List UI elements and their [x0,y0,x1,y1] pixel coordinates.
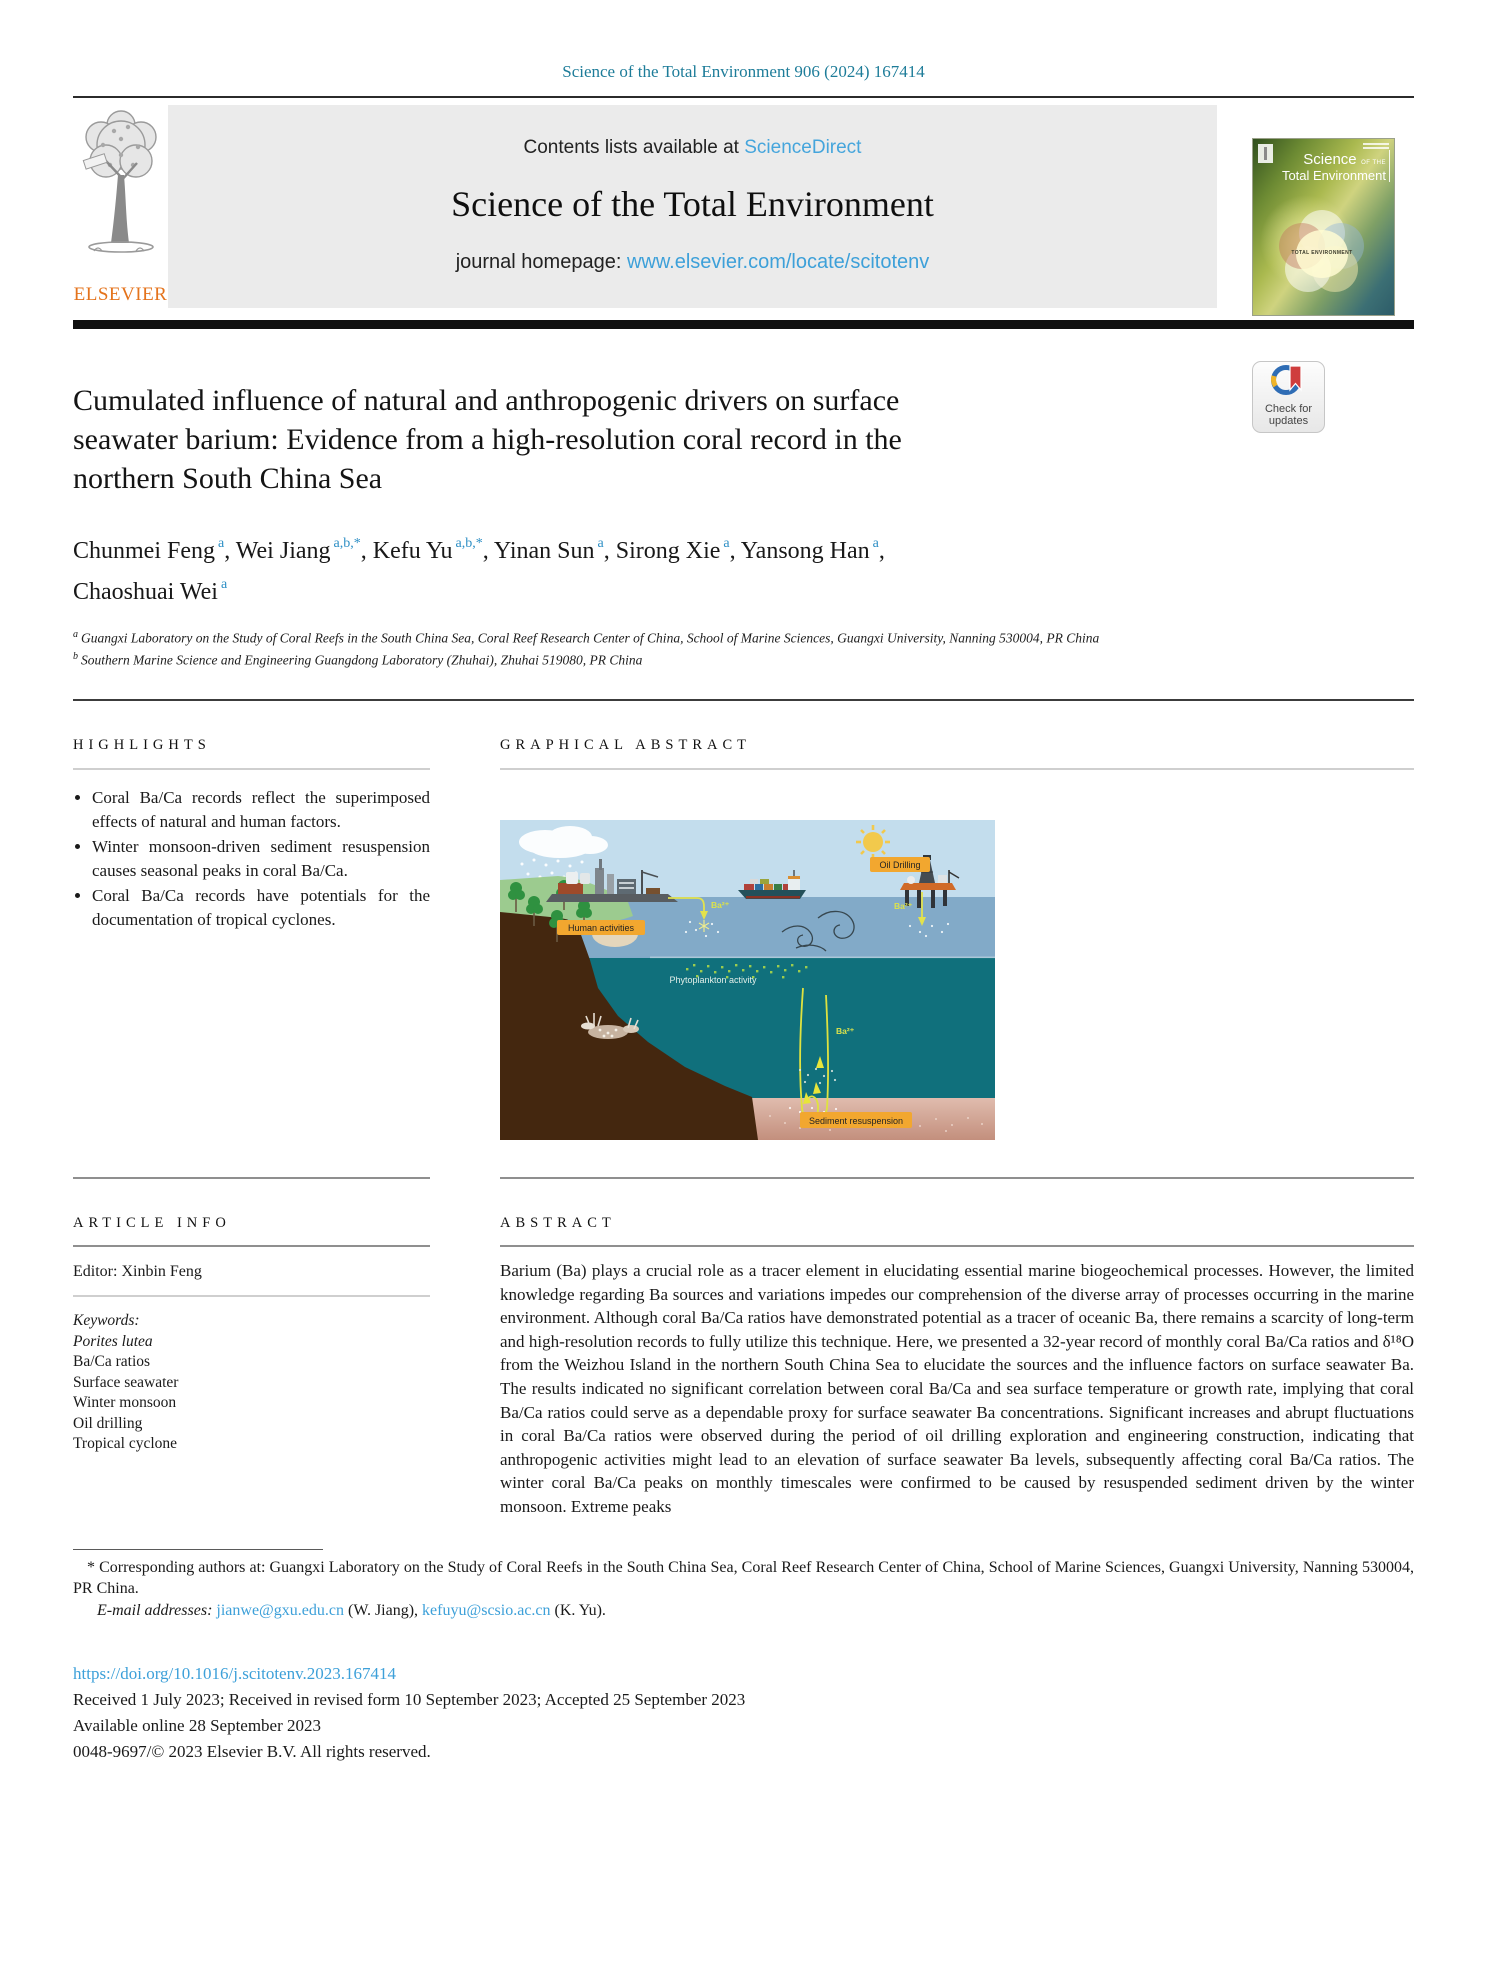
ga-label-ba-deep: Ba²⁺ [836,1026,855,1036]
journal-title: Science of the Total Environment [451,184,934,224]
cover-title-total-environment: Total Environment [1281,167,1386,183]
abstract-heading-rule [500,1245,1414,1247]
sciencedirect-link[interactable]: ScienceDirect [744,137,862,158]
author: Yinan Sun $^a$, [493,536,616,564]
highlights-column [73,701,430,1140]
keyword: Oil drilling [73,1414,143,1432]
author: Wei Jiang $^{a,b,*}$, [235,536,373,564]
email-label: E-mail addresses: [97,1601,213,1619]
title-area [73,381,1414,498]
author: Kefu Yu $^{a,b,*}$, [372,536,494,564]
editor-line: Editor: Xinbin Feng [73,1263,202,1280]
keywords-label: Keywords: [73,1312,140,1329]
keyword: Ba/Ca ratios [73,1353,151,1370]
editor-rule [73,1295,430,1297]
affiliation-b: $^b$ Southern Marine Science and Engineering Guangdong Laboratory (Zhuhai), Zhuhai 519080, PR China [73,650,643,667]
highlight-item: • Coral Ba/Ca records reflect the superimposed effects of natural and human factors. [92,786,430,834]
keyword: Tropical cyclone [73,1435,178,1452]
article-info-top-rule [73,1177,430,1179]
received-dates-line: Received 1 July 2023; Received in revised form 10 September 2023; Accepted 25 September 2023 [73,1689,746,1709]
article-info-heading-rule [73,1245,430,1247]
correspondence-text: Corresponding authors at: Guangxi Laboratory on the Study of Coral Reefs in the South China Sea, Coral Reef Research Center of China, School of Marine Sciences, Guangxi University, Nanning 530004, PR China. [73,1558,1415,1597]
email-link-jiang[interactable]: jianwe@gxu.edu.cn [216,1601,344,1619]
keyword: Winter monsoon [73,1394,177,1411]
cover-title-ofthe: OF THE [1361,160,1386,166]
cover-title-science: Science [1303,151,1357,168]
abstract-top-rule [500,1177,1414,1179]
ga-label-oil-drilling: Oil Drilling [879,860,921,870]
cover-divider-line [1389,150,1390,182]
crossmark-icon [1269,362,1309,398]
author: Yansong Han $^a$, [740,536,885,564]
highlights-ga-row [73,701,1414,1140]
affiliations [73,626,1414,669]
article-info-heading: ARTICLE INFO [73,1215,231,1231]
issn-copyright-line: 0048-9697/© 2023 Elsevier B.V. All rights reserved. [73,1741,431,1761]
elsevier-logo-area [73,105,168,308]
ga-label-phytoplankton: Phytoplankton activity [669,975,757,985]
graphical-abstract-image [500,820,995,1140]
available-online-line: Available online 28 September 2023 [73,1715,322,1735]
check-badge-text [1253,404,1324,427]
author: Chunmei Feng $^a$, [73,536,236,564]
ga-label-sediment-resuspension: Sediment resuspension [808,1116,904,1126]
cover-center-label: TOTAL ENVIRONMENT [1291,250,1353,256]
elsevier-tree-logo [76,105,166,277]
contents-line [168,105,1217,159]
journal-cover-thumbnail [1252,138,1395,316]
article-title-line1: Cumulated influence of natural and anthropogenic drivers on surface [73,384,900,417]
elsevier-wordmark: ELSEVIER [73,284,168,305]
graphical-abstract-heading-rule [500,768,1414,770]
author-line-2 [73,569,1414,610]
publication-info [73,1661,1414,1765]
graphical-abstract-heading: GRAPHICAL ABSTRACT [500,737,752,753]
doi-link[interactable]: https://doi.org/10.1016/j.scitotenv.2023.167414 [73,1663,396,1683]
email-owner-jiang: (W. Jiang), [343,1601,423,1619]
journal-header [73,105,1414,308]
correspondence-note [73,1557,1414,1599]
article-title-line2: seawater barium: Evidence from a high-resolution coral record in the [73,423,902,456]
article-title [73,381,1414,498]
ga-label-ba-right: Ba²⁺ [894,901,913,911]
keyword: Porites lutea [73,1332,153,1350]
info-abstract-row [73,1177,1414,1519]
abstract-heading: ABSTRACT [500,1215,616,1231]
highlight-item: • Winter monsoon-driven sediment resuspension causes seasonal peaks in coral Ba/Ca. [92,835,430,883]
ga-label-ba-left: Ba²⁺ [711,900,730,910]
graphical-abstract-column [500,701,1414,1140]
top-rule [73,96,1414,98]
correspondence-marker: * [87,1558,95,1576]
footnote-block [73,1549,1414,1621]
keyword: Surface seawater [73,1373,179,1391]
contents-prefix: Contents lists available at [523,137,745,158]
footnote-rule [73,1549,323,1550]
highlights-heading: HIGHLIGHTS [73,737,211,753]
highlights-heading-rule [73,768,430,770]
author-list [73,528,1414,610]
homepage-prefix: journal homepage: [455,251,627,273]
abstract-column [500,1177,1414,1519]
journal-header-band [168,105,1217,308]
check-for-updates-badge[interactable] [1252,361,1325,433]
journal-homepage-link[interactable]: www.elsevier.com/locate/scitotenv [626,251,930,273]
graphical-abstract-figure [500,820,995,1140]
highlights-list [73,786,430,932]
highlight-item: • Coral Ba/Ca records have potentials for the documentation of tropical cyclones. [92,884,430,932]
affiliation-a: $^a$ Guangxi Laboratory on the Study of Coral Reefs in the South China Sea, Coral Reef Research Center of China, School of Marine Sciences, Guangxi University, Nanning 530004, PR China [73,629,1100,646]
article-title-line3: northern South China Sea [73,462,383,495]
check-badge-line1: Check for [1264,403,1313,415]
email-link-yu[interactable]: kefuyu@scsio.ac.cn [422,1601,551,1619]
page-citation: Science of the Total Environment 906 (2024) 167414 [562,62,925,81]
email-owner-yu: (K. Yu). [550,1601,606,1619]
author: Sirong Xie $^a$, [615,536,741,564]
ga-label-human-activities: Human activities [567,923,635,933]
homepage-line [168,251,1217,274]
author: Chaoshuai Wei $^a$ [73,577,228,605]
author-line-1 [73,528,1414,569]
abstract-text: Barium (Ba) plays a crucial role as a tracer element in elucidating essential marine biogeochemical processes. However, the limited knowledge regarding Ba sources and variations impedes our comprehension of the diverse array of processes occurring in the marine environment. Although coral Ba/Ca ratios have demonstrated potential as a tracer of oceanic Ba, there remains a scarcity of long-term and high-resolution records to fully utilize this technique. Here, we presented a 32-year record of monthly coral Ba/Ca ratios and δ¹⁸O from the Weizhou Island in the northern South China Sea to elucidate the sources and the influence factors on surface seawater Ba. The results indicated no significant correlation between coral Ba/Ca and sea surface temperature or growth rate, implying that coral Ba/Ca ratios could serve as a dependable proxy for surface seawater Ba concentrations. Significant increases and abrupt fluctuations in coral Ba/Ca ratios were observed during the period of oil drilling exploration and engineering construction, indicating that anthropogenic activities might lead to an elevation of surface seawater Ba levels, subsequently affecting coral Ba/Ca ratios. The winter coral Ba/Ca peaks on monthly timescales were confirmed to be caused by resuspended sediment driven by the winter monsoon. Extreme peaks [500,1261,1414,1516]
email-addresses-line [73,1600,1414,1621]
header-black-bar [73,320,1414,329]
article-info-column [73,1177,430,1519]
check-badge-line2: updates [1268,414,1309,427]
cover-title [1282,151,1386,183]
